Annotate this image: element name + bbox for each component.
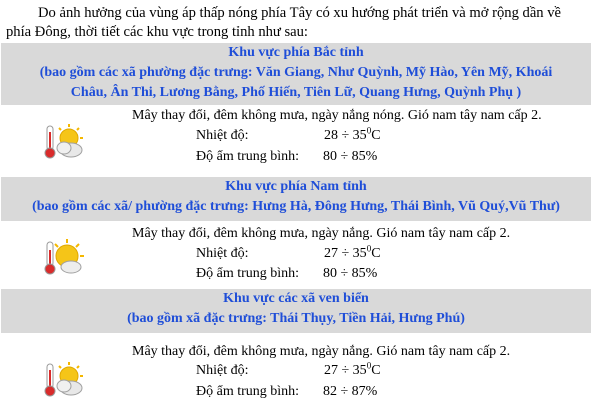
region-subtitle-line-1: (bao gồm các xã phường đặc trưng: Văn Giang, Như Quỳnh, Mỹ Hào, Yên Mỹ, Khoái: [39, 65, 553, 80]
humidity-value: 82 ÷ 87%: [323, 384, 378, 399]
humidity-label: Độ ẩm trung bình:: [196, 149, 300, 164]
region-description: Mây thay đổi, đêm không mưa, ngày nắng. Gió nam tây nam cấp 2.: [132, 226, 511, 241]
region-subtitle-line-1: (bao gồm các xã/ phường đặc trưng: Hưng Hà, Đông Hưng, Thái Bình, Vũ Quý,Vũ Thư): [32, 199, 560, 214]
temperature-label: Nhiệt độ:: [196, 363, 249, 378]
region-title: Khu vực phía Bắc tỉnh: [228, 45, 364, 60]
region-body-coastal: [1, 340, 591, 406]
intro-line-1: Do ảnh hưởng của vùng áp thấp nóng phía Tây có xu hướng phát triển và mở rộng dần về: [38, 5, 562, 21]
humidity-label: Độ ẩm trung bình:: [196, 266, 300, 281]
region-title: Khu vực các xã ven biển: [223, 291, 369, 306]
hot-weather-icon: [41, 360, 85, 400]
region-header-north: [1, 43, 591, 105]
region-subtitle-line-2: Châu, Ân Thi, Lương Bằng, Phố Hiến, Tiên Lữ, Quang Hưng, Quỳnh Phụ ): [70, 85, 522, 100]
temperature-value: $28 \div 35^0C$: [324, 125, 381, 143]
humidity-value: 80 ÷ 85%: [323, 266, 378, 281]
region-header-south: [1, 177, 591, 221]
intro-line-2: phía Đông, thời tiết các khu vực trong tỉnh như sau:: [6, 24, 308, 40]
region-title: Khu vực phía Nam tỉnh: [225, 179, 367, 194]
humidity-label: Độ ẩm trung bình:: [196, 384, 300, 399]
region-body-north: [1, 106, 591, 174]
humidity-value: 80 ÷ 85%: [323, 149, 378, 164]
region-description: Mây thay đổi, đêm không mưa, ngày nắng nóng. Gió nam tây nam cấp 2.: [132, 108, 542, 123]
hot-weather-icon: [41, 122, 85, 162]
sunny-weather-icon: [41, 238, 85, 278]
region-body-south: [1, 224, 591, 282]
temperature-label: Nhiệt độ:: [196, 246, 249, 261]
region-subtitle-line-1: (bao gồm xã đặc trưng: Thái Thụy, Tiền Hải, Hưng Phú): [127, 311, 465, 326]
region-header-coastal: [1, 289, 591, 333]
forecast-intro: [6, 4, 592, 42]
temperature-value: $27 \div 35^0C$: [324, 243, 381, 261]
temperature-value: $27 \div 35^0C$: [324, 360, 381, 378]
region-description: Mây thay đổi, đêm không mưa, ngày nắng. Gió nam tây nam cấp 2.: [132, 344, 511, 359]
temperature-label: Nhiệt độ:: [196, 128, 249, 143]
